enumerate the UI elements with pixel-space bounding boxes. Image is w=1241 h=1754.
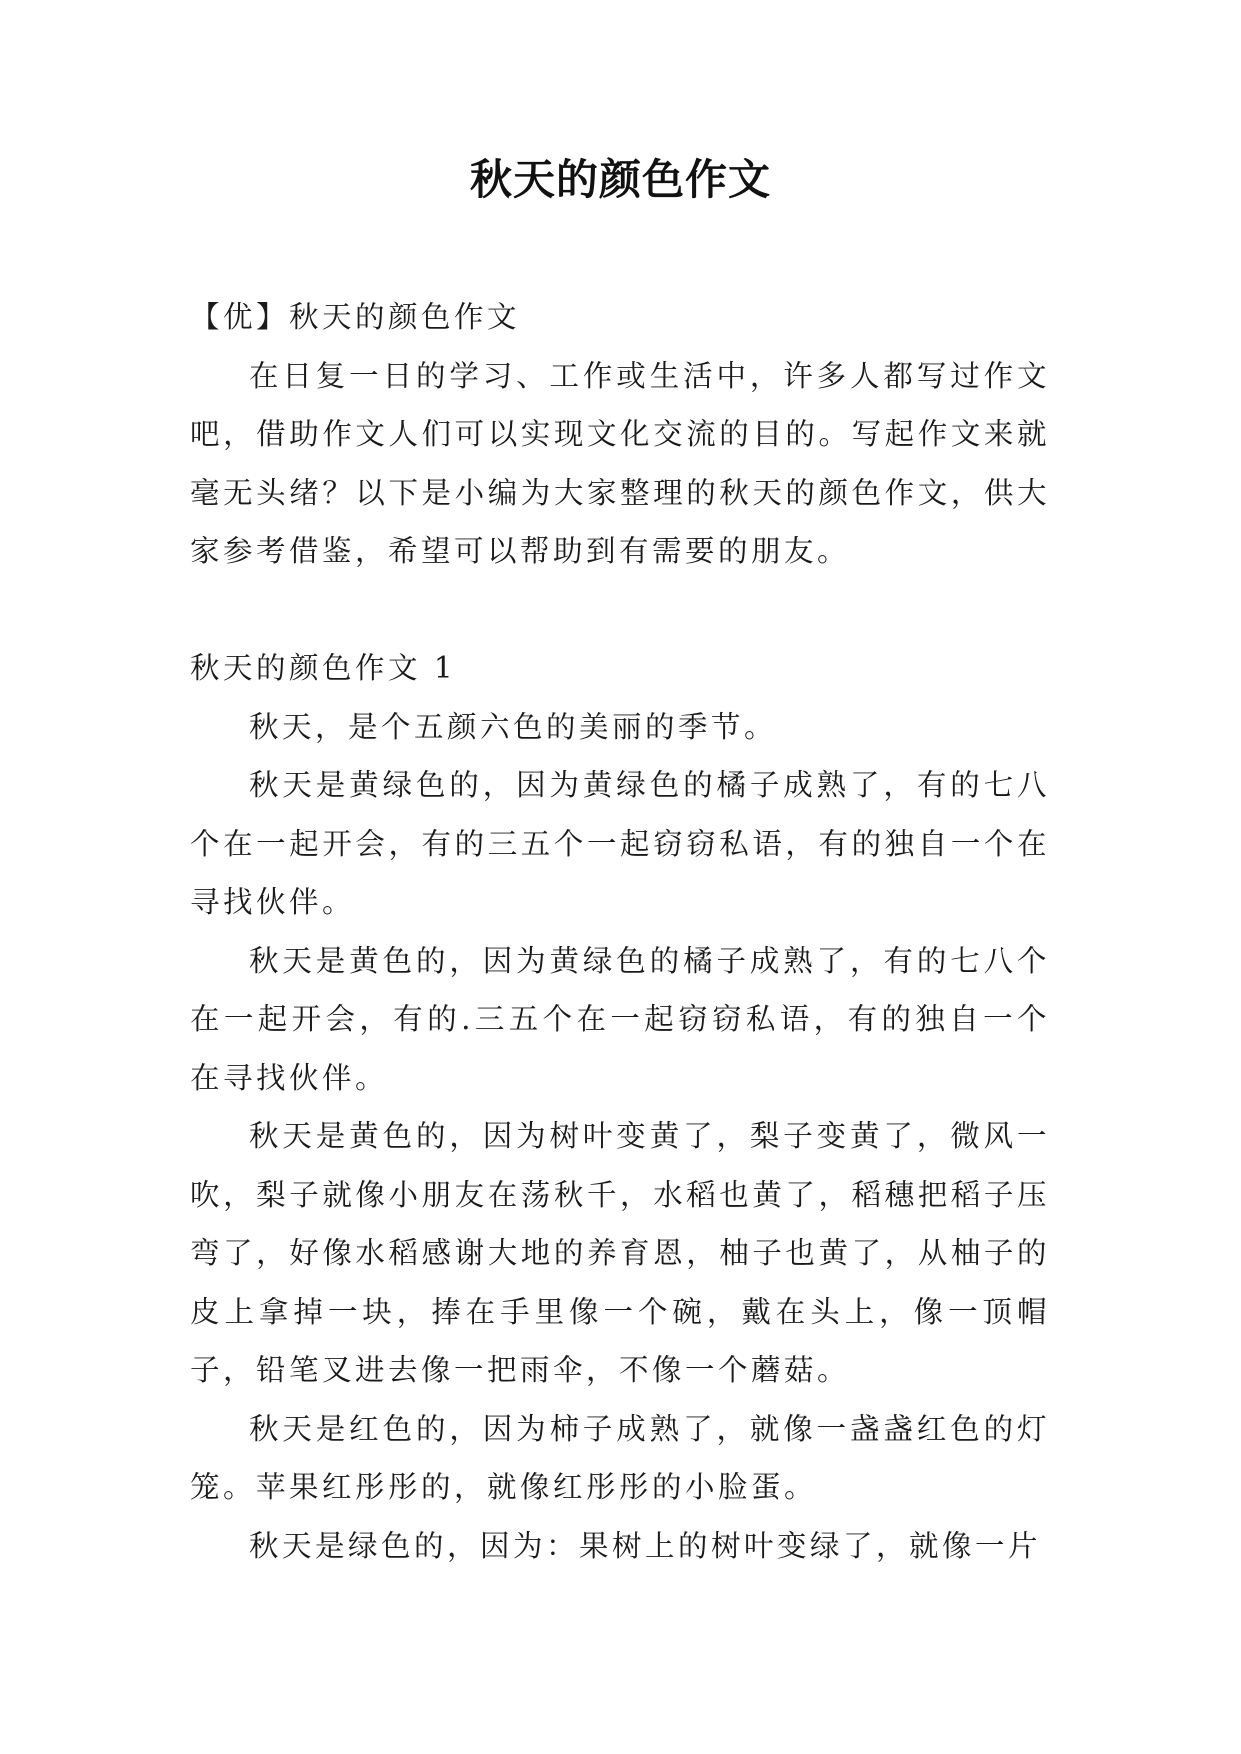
intro-paragraph: 在日复一日的学习、工作或生活中，许多人都写过作文吧，借助作文人们可以实现文化交流的目的。写起作文来就毫无头绪？以下是小编为大家整理的秋天的颜色作文，供大家参考借鉴，希望可以帮助到有需要的朋友。 [190, 358, 1050, 568]
paragraph-spacer [190, 581, 1050, 640]
essay-paragraph: 秋天是绿色的，因为：果树上的树叶变绿了，就像一片 [249, 1528, 1042, 1563]
essay-paragraph: 秋天是黄绿色的，因为黄绿色的橘子成熟了，有的七八个在一起开会，有的三五个一起窃窃私语，有的独自一个在寻找伙伴。 [190, 768, 1050, 919]
document-body [190, 288, 1050, 1575]
essay-paragraph: 秋天是黄色的，因为黄绿色的橘子成熟了，有的七八个在一起开会，有的.三五个在一起窃窃私语，有的独自一个在寻找伙伴。 [190, 943, 1050, 1095]
essay-paragraph: 秋天是红色的，因为柿子成熟了，就像一盏盏红色的灯笼。苹果红彤彤的，就像红彤彤的小脸蛋。 [190, 1411, 1050, 1504]
essay-paragraph: 秋天，是个五颜六色的美丽的季节。 [249, 709, 778, 744]
essay-paragraph: 秋天是黄色的，因为树叶变黄了，梨子变黄了，微风一吹，梨子就像小朋友在荡秋千，水稻也黄了，稻穗把稻子压弯了，好像水稻感谢大地的养育恩，柚子也黄了，从柚子的皮上拿掉一块，捧在手里像一个碗，戴在头上，像一顶帽子，铅笔叉进去像一把雨伞，不像一个蘑菇。 [190, 1119, 1050, 1387]
section-heading: 秋天的颜色作文 1 [190, 651, 457, 685]
document-title: 秋天的颜色作文 [469, 155, 771, 204]
document-subtitle: 【优】秋天的颜色作文 [190, 300, 521, 334]
